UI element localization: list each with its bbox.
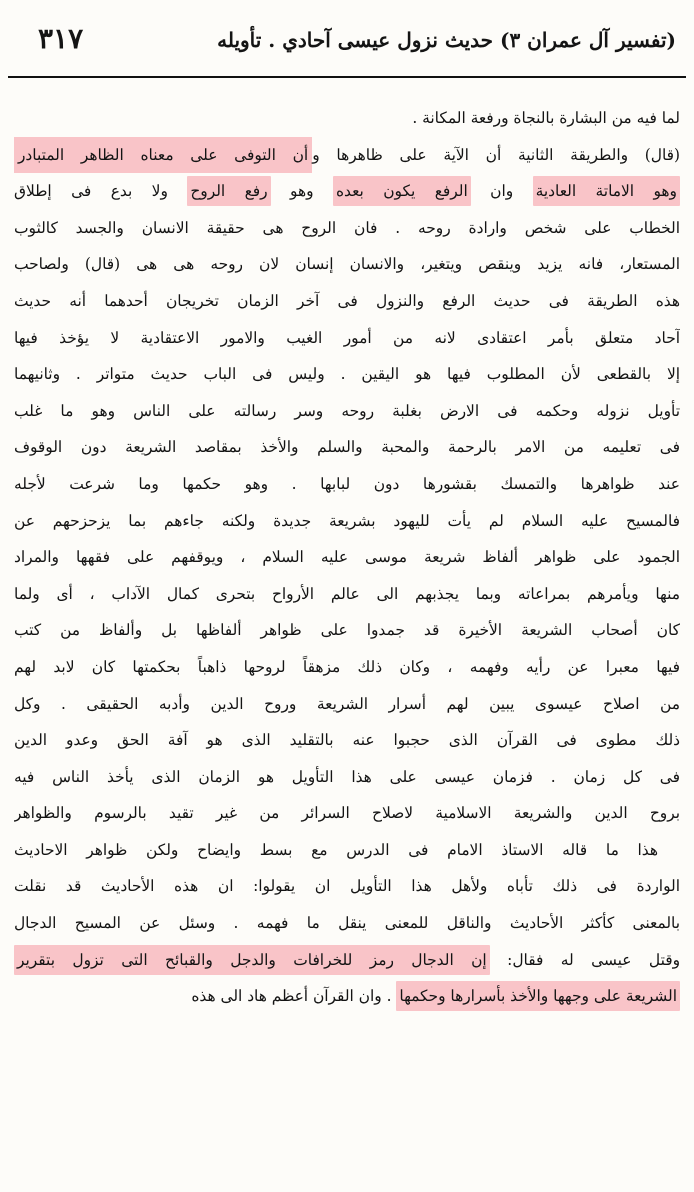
text-segment: هذه الطريقة فى حديث الرفع والنزول فى آخر الزمان تخريجان أحدهما أنه حديث xyxy=(14,291,680,310)
highlighted-text: الرفع يكون بعده xyxy=(333,176,471,206)
text-segment: فيها معبرا عن رأيه وفهمه ، وكان ذلك مزهقاً لروحها ذاهباً بحكمتها كان لابد لهم xyxy=(14,657,680,676)
text-segment: ذلك مطوى فى القرآن الذى حجبوا عنه بالتقليد الذى هو آفة الحق وعدو الدين xyxy=(14,731,680,750)
page-number: ٣١٧ xyxy=(38,22,84,55)
text-segment: هذا ما قاله الاستاذ الامام فى الدرس مع بسط وايضاح ولكن ظواهر الاحاديث xyxy=(14,840,658,859)
text-segment: (قال) والطريقة الثانية أن الآية على ظاهرها و xyxy=(312,145,680,164)
text-line xyxy=(14,539,680,576)
text-segment: كان أصحاب الشريعة الأخيرة قد جمدوا على ظواهر ألفاظها بل وألفاظ من كتب xyxy=(14,621,680,640)
text-line xyxy=(14,978,680,1015)
text-segment: الجمود على ظواهر ألفاظ شريعة موسى عليه السلام ، ويوقفهم على فقهها والمراد xyxy=(14,548,680,567)
text-line xyxy=(14,283,680,320)
highlighted-text: رفع الروح xyxy=(187,176,270,206)
text-line xyxy=(14,466,680,503)
page-header xyxy=(8,16,686,72)
text-segment: فى تعليمه من الامر بالرحمة والمحبة والسلم والأخذ بمقاصد الشريعة دون الوقوف xyxy=(14,438,680,457)
text-line xyxy=(14,173,680,210)
text-segment: منها ويأمرهم بمراعاته وبما يجذبهم الى عالم الأرواح بتحرى كمال الآداب ، أى ولما xyxy=(14,584,680,603)
text-segment: . وان القرآن أعظم هاد الى هذه xyxy=(191,987,397,1006)
highlighted-text: إن الدجال رمز للخرافات والدجل والقبائح التى تزول بتقرير xyxy=(14,945,490,975)
text-line xyxy=(14,210,680,247)
text-segment: بالمعنى كأكثر الأحاديث والناقل للمعنى ينقل ما فهمه . وسئل عن المسيح الدجال xyxy=(14,914,680,933)
text-line xyxy=(14,795,680,832)
text-segment: وقتل عيسى له فقال: xyxy=(489,950,680,969)
text-line xyxy=(14,759,680,796)
text-line xyxy=(14,649,680,686)
text-segment: وان xyxy=(470,182,533,201)
text-line xyxy=(14,429,680,466)
text-line xyxy=(14,356,680,393)
body-text xyxy=(14,100,680,1015)
text-segment: آحاد متعلق بأمر اعتقادى لانه من أمور الغيب والامور الاعتقادية لا يؤخذ فيها xyxy=(14,328,680,347)
text-segment: ولا بدع فى إطلاق xyxy=(14,182,188,201)
text-line xyxy=(14,942,680,979)
highlighted-text: الشريعة على وجهها والأخذ بأسرارها وحكمها xyxy=(396,981,680,1011)
text-segment: فى كل زمان . فزمان عيسى على هذا التأويل هو الزمان الذى يأخذ الناس فيه xyxy=(14,767,680,786)
text-segment: عند ظواهرها والتمسك بقشورها دون لبابها . وهو حكمها وما شرعت لأجله xyxy=(14,474,680,493)
text-segment: من اصلاح عيسوى يبين لهم أسرار الشريعة وروح الدين وأدبه الحقيقى . وكل xyxy=(14,694,680,713)
text-segment: لما فيه من البشارة بالنجاة ورفعة المكانة . xyxy=(412,109,680,127)
text-line xyxy=(14,503,680,540)
text-line xyxy=(14,100,680,137)
text-segment: الواردة فى ذلك تأباه ولأهل هذا التأويل ان يقولوا: ان هذه الأحاديث قد نقلت xyxy=(14,877,680,896)
text-segment: بروح الدين والشريعة الاسلامية لاصلاح السرائر من غير تقيد بالرسوم والظواهر xyxy=(14,804,680,823)
highlighted-text: أن التوفى على معناه الظاهر المتبادر xyxy=(14,137,312,174)
text-line xyxy=(14,832,680,869)
text-line xyxy=(14,246,680,283)
header-divider xyxy=(8,76,686,78)
text-segment: فالمسيح عليه السلام لم يأت لليهود بشريعة جديدة ولكنه جاءهم بما يزحزحهم عن xyxy=(14,511,680,530)
text-line xyxy=(14,137,680,174)
text-segment: وهو xyxy=(270,182,333,201)
text-segment: الخطاب على شخص وارادة روحه . فان الروح هى حقيقة الانسان والجسد كالثوب xyxy=(14,218,680,237)
text-line xyxy=(14,905,680,942)
text-line xyxy=(14,576,680,613)
running-title: (تفسير آل عمران ٣) حديث نزول عيسى آحادي . تأويله xyxy=(217,28,676,52)
highlighted-text: وهو الاماتة العادية xyxy=(533,176,680,206)
text-line xyxy=(14,722,680,759)
text-line xyxy=(14,868,680,905)
text-line xyxy=(14,320,680,357)
text-segment: إلا بالقطعى لأن المطلوب فيها هو اليقين . وليس فى الباب حديث متواتر . وثانيهما xyxy=(14,365,680,384)
text-line xyxy=(14,686,680,723)
text-segment: المستعار، فانه يزيد وينقص ويتغير، والانسان إنسان لان روحه هى هى (قال) ولصاحب xyxy=(14,255,680,274)
text-line xyxy=(14,393,680,430)
text-line xyxy=(14,612,680,649)
text-segment: تأويل نزوله وحكمه فى الارض بغلبة روحه وسر رسالته على الناس وهو ما غلب xyxy=(14,401,680,420)
